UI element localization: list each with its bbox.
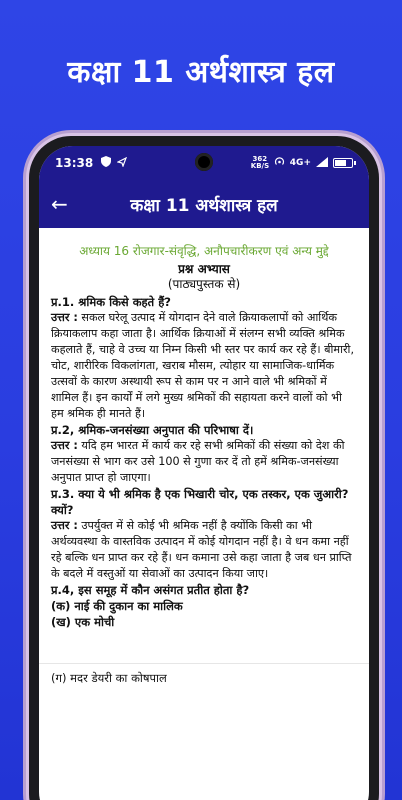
content-divider — [39, 638, 369, 664]
chapter-title: अध्याय 16 रोजगार-संवृद्धि, अनौपचारीकरण एवं अन्य मुद्दे — [79, 244, 329, 258]
option-b: (ख) एक मोची — [51, 615, 115, 629]
section-subheading: (पाठ्यपुस्तक से) — [167, 277, 241, 291]
network-type: 4G+ — [289, 158, 311, 168]
hotspot-icon — [274, 156, 285, 170]
app-bar-title: कक्षा 11 अर्थशास्त्र हल — [130, 195, 278, 216]
phone-frame — [29, 136, 379, 800]
back-arrow-icon[interactable]: ← — [51, 192, 68, 216]
shield-icon — [101, 156, 111, 170]
answer-2: उत्तर : यदि हम भारत में कार्य कर रहे सभी श्रमिकों की संख्या को देश की जनसंख्या से भाग कर उसे 100 से गुणा कर दें तो हमें श्रमिक-जनसंख्या अनुपात प्राप्त हो जाएगा। — [51, 439, 345, 484]
phone-screen — [39, 146, 369, 800]
question-1: प्र.1. श्रमिक किसे कहते हैं? — [51, 295, 171, 309]
front-camera — [195, 153, 213, 171]
chapter-content[interactable] — [39, 228, 369, 696]
option-a: (क) नाई की दुकान का मालिक — [51, 599, 183, 613]
question-3: प्र.3. क्या ये भी श्रमिक है एक भिखारी चोर, एक तस्कर, एक जुआरी? क्यों? — [51, 487, 349, 517]
status-time: 13:38 — [55, 156, 94, 170]
status-bar — [39, 146, 369, 180]
question-4: प्र.4, इस समूह में कौन असंगत प्रतीत होता है? — [51, 583, 250, 597]
app-bar — [39, 180, 369, 228]
option-c: (ग) मदर डेयरी का कोषपाल — [51, 671, 167, 685]
answer-1: उत्तर : सकल घरेलू उत्पाद में योगदान देने वाले क्रियाकलापों को आर्थिक क्रियाकलाप कहा जाता है। आर्थिक क्रियाओं में संलग्न सभी व्यक्ति श्रमिक कहलाते हैं, चाहे वे उच्च या निम्न किसी भी स्तर पर कार्य कर रहे हैं। बीमारी, चोट, शारीरिक विकलांगता, खराब मौसम, त्योहार या सामाजिक-धार्मिक उत्सवों के कारण अस्थायी रूप से काम पर न आने वाले भी श्रमिकों में शामिल हैं। इन कार्यों में लगे मुख्य श्रमिकों की सहायता करने वालों को भी हम श्रमिक ही मानते हैं। — [51, 311, 355, 420]
answer-3: उत्तर : उपर्युक्त में से कोई भी श्रमिक नहीं है क्योंकि किसी का भी अर्थव्यवस्था के वास्तविक उत्पादन में कोई योगदान नहीं है। वे धन कमा नहीं रहे बल्कि धन प्राप्त कर रहे हैं। धन कमाना उसे कहा जाता है जब धन प्राप्ति के बदले में वस्तुओं या सेवाओं का उत्पादन किया जाए। — [51, 519, 352, 580]
question-2: प्र.2, श्रमिक-जनसंख्या अनुपात की परिभाषा दें। — [51, 423, 254, 437]
section-heading: प्रश्न अभ्यास — [178, 262, 230, 276]
network-speed: 362 KB/S — [250, 155, 270, 170]
battery-icon — [333, 158, 353, 168]
signal-icon — [316, 157, 328, 170]
promo-title: कक्षा 11 अर्थशास्त्र हल — [67, 55, 335, 90]
navigation-icon — [117, 157, 127, 170]
